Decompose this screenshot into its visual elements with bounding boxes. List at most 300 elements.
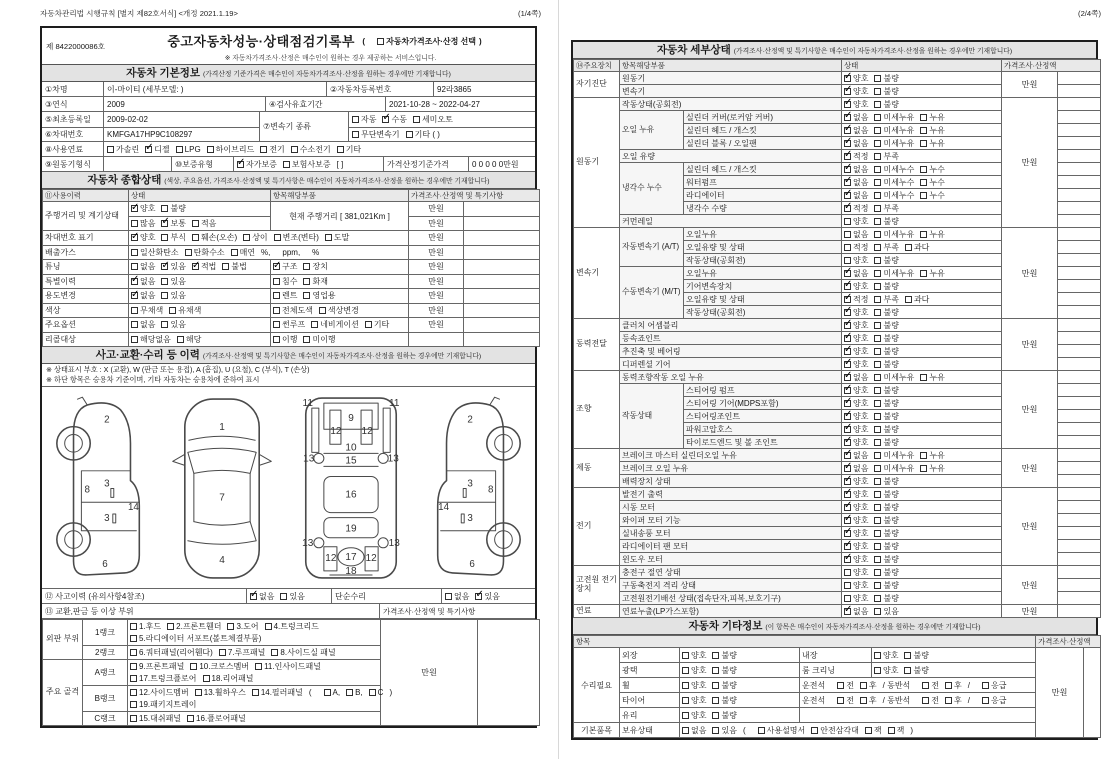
price-note-cell[interactable] [1058,475,1101,488]
checkbox-checked-icon[interactable] [237,161,244,168]
option-후[interactable] [860,695,877,706]
state-cell[interactable] [129,231,409,246]
option-불량[interactable] [874,255,898,266]
option-13.휠하우스[interactable] [195,687,246,698]
option-양호[interactable] [844,476,868,487]
checkbox-icon[interactable] [352,116,359,123]
option-자가보증[interactable] [237,159,277,170]
option-적음[interactable] [192,218,216,229]
checkbox-icon[interactable] [922,697,929,704]
part-cell[interactable] [271,274,409,289]
state-cell[interactable] [842,176,1002,189]
option-보험사보증[interactable] [283,159,331,170]
option-불량[interactable] [874,281,898,292]
checkbox-icon[interactable] [874,335,881,342]
checkbox-icon[interactable] [844,231,851,238]
transmission-row2[interactable] [349,128,535,142]
checkbox-icon[interactable] [231,249,238,256]
checkbox-icon[interactable] [161,205,168,212]
option-자동[interactable] [352,114,376,125]
option-불량[interactable] [874,567,898,578]
option-LPG[interactable] [176,145,201,154]
checkbox-icon[interactable] [922,682,929,689]
option-썬루프[interactable] [273,319,305,330]
price-note-cell[interactable] [1058,98,1101,111]
price-note-cell[interactable] [1058,449,1101,462]
option-없음[interactable] [844,450,868,461]
price-note-cell[interactable] [1058,293,1101,306]
checkbox-icon[interactable] [346,689,353,696]
checkbox-icon[interactable] [176,146,183,153]
option-누수[interactable] [920,164,944,175]
price-note-cell[interactable] [1084,648,1101,738]
price-note-cell[interactable] [1058,579,1101,592]
checkbox-icon[interactable] [874,361,881,368]
option-전체도색[interactable] [273,305,313,316]
checkbox-checked-icon[interactable] [844,387,851,394]
price-note-cell[interactable] [1058,241,1101,254]
price-note-cell[interactable] [1058,202,1101,215]
checkbox-icon[interactable] [303,292,310,299]
price-note-cell[interactable] [1058,137,1101,150]
option-네비게이션[interactable] [311,319,359,330]
option-없음[interactable] [844,463,868,474]
price-note-cell[interactable] [464,260,540,275]
option-15.대쉬패널[interactable] [130,713,181,724]
state-cell[interactable] [842,345,1002,358]
option-불량[interactable] [874,411,898,422]
state-cell[interactable] [129,245,409,260]
state-cell[interactable] [842,163,1002,176]
price-note-cell[interactable] [1058,488,1101,501]
state-cell[interactable] [842,254,1002,267]
price-note-cell[interactable] [464,216,540,231]
option-19.패키지트레이[interactable] [130,699,197,710]
checkbox-icon[interactable] [130,689,137,696]
state-cell[interactable] [842,215,1002,228]
option-일산화탄소[interactable] [131,247,179,258]
state-cell[interactable] [800,693,1036,708]
transmission-row1[interactable] [349,112,535,126]
checkbox-icon[interactable] [325,234,332,241]
state-cell[interactable] [842,150,1002,163]
checkbox-icon[interactable] [874,439,881,446]
state-cell[interactable] [842,358,1002,371]
option-부족[interactable] [874,203,898,214]
checkbox-icon[interactable] [273,292,280,299]
option-해당없음[interactable] [131,334,171,345]
checkbox-checked-icon[interactable] [844,413,851,420]
state-cell[interactable] [842,85,1002,98]
part-cell[interactable] [271,303,409,318]
option-없음[interactable] [844,125,868,136]
checkbox-icon[interactable] [982,682,989,689]
state-cell[interactable] [800,678,1036,693]
checkbox-icon[interactable] [161,234,168,241]
checkbox-icon[interactable] [844,218,851,225]
option-누유[interactable] [920,112,944,123]
state-cell[interactable] [842,475,1002,488]
price-note-cell[interactable] [1058,527,1101,540]
checkbox-icon[interactable] [219,649,226,656]
state-cell[interactable] [842,280,1002,293]
state-cell[interactable] [872,648,1036,663]
option-양호[interactable] [844,502,868,513]
option-불량[interactable] [874,99,898,110]
checkbox-icon[interactable] [255,663,262,670]
checkbox-checked-icon[interactable] [844,465,851,472]
checkbox-checked-icon[interactable] [844,504,851,511]
checkbox-icon[interactable] [365,321,372,328]
state-cell[interactable] [842,384,1002,397]
option-양호[interactable] [844,554,868,565]
state-cell[interactable] [842,137,1002,150]
state-cell[interactable] [842,579,1002,592]
option-누유[interactable] [920,372,944,383]
checkbox-icon[interactable] [874,569,881,576]
option-17.트렁크플로어[interactable] [130,673,197,684]
checkbox-icon[interactable] [192,234,199,241]
checkbox-checked-icon[interactable] [844,530,851,537]
option-많음[interactable] [131,218,155,229]
state-cell[interactable] [680,648,800,663]
option-잭[interactable] [888,725,905,736]
option-양호[interactable] [682,695,706,706]
state-cell[interactable] [842,410,1002,423]
option-양호[interactable] [844,567,868,578]
checkbox-icon[interactable] [874,114,881,121]
option-후[interactable] [860,680,877,691]
option-불량[interactable] [874,580,898,591]
checkbox-checked-icon[interactable] [844,517,851,524]
checkbox-icon[interactable] [130,675,137,682]
option-무채색[interactable] [131,305,163,316]
checkbox-icon[interactable] [130,701,137,708]
state-cell[interactable] [842,449,1002,462]
state-cell[interactable] [842,124,1002,137]
checkbox-icon[interactable] [712,727,719,734]
checkbox-icon[interactable] [945,682,952,689]
option-양호[interactable] [844,333,868,344]
price-note-cell[interactable] [1058,254,1101,267]
checkbox-checked-icon[interactable] [382,116,389,123]
checkbox-icon[interactable] [273,278,280,285]
checkbox-icon[interactable] [271,649,278,656]
option-양호[interactable] [844,359,868,370]
checkbox-icon[interactable] [406,131,413,138]
option-있음[interactable] [161,261,185,272]
option-양호[interactable] [844,541,868,552]
fuel-options[interactable] [104,142,535,156]
price-note-cell[interactable] [1058,358,1101,371]
price-note-cell[interactable] [1058,410,1101,423]
option-세미오토[interactable] [413,114,453,125]
checkbox-icon[interactable] [207,146,214,153]
option-전[interactable] [922,695,939,706]
option-미세누유[interactable] [874,112,914,123]
state-cell[interactable] [129,332,271,347]
option-미이행[interactable] [303,334,335,345]
option-미세누유[interactable] [874,463,914,474]
checkbox-icon[interactable] [130,623,137,630]
option-불량[interactable] [874,216,898,227]
option-영업용[interactable] [303,290,335,301]
checkbox-icon[interactable] [904,652,911,659]
checkbox-icon[interactable] [190,663,197,670]
checkbox-icon[interactable] [169,307,176,314]
state-cell[interactable] [129,274,271,289]
checkbox-icon[interactable] [874,517,881,524]
option-불량[interactable] [874,86,898,97]
checkbox-icon[interactable] [712,712,719,719]
checkbox-icon[interactable] [324,689,331,696]
state-cell[interactable] [842,397,1002,410]
option-양호[interactable] [844,255,868,266]
option-구조[interactable] [273,261,297,272]
checkbox-icon[interactable] [920,270,927,277]
option-부족[interactable] [874,151,898,162]
checkbox-icon[interactable] [273,336,280,343]
checkbox-checked-icon[interactable] [844,283,851,290]
option-전[interactable] [922,680,939,691]
checkbox-checked-icon[interactable] [844,374,851,381]
option-양호[interactable] [682,710,706,721]
option-수동[interactable] [382,114,406,125]
checkbox-icon[interactable] [712,682,719,689]
checkbox-checked-icon[interactable] [844,361,851,368]
option-있음[interactable] [475,591,499,602]
price-note-cell[interactable] [1058,163,1101,176]
price-note-cell[interactable] [1058,319,1101,332]
option-있음[interactable] [161,290,185,301]
checkbox-icon[interactable] [682,712,689,719]
checkbox-checked-icon[interactable] [844,335,851,342]
state-cell[interactable] [680,693,800,708]
checkbox-checked-icon[interactable] [844,296,851,303]
checkbox-icon[interactable] [874,491,881,498]
checkbox-icon[interactable] [874,543,881,550]
option-불량[interactable] [874,73,898,84]
price-note-cell[interactable] [464,332,540,347]
state-cell[interactable] [842,553,1002,566]
option-누유[interactable] [920,229,944,240]
checkbox-icon[interactable] [920,192,927,199]
option-침수[interactable] [273,276,297,287]
checkbox-icon[interactable] [131,249,138,256]
option-불법[interactable] [222,261,246,272]
checkbox-icon[interactable] [874,348,881,355]
checkbox-icon[interactable] [874,283,881,290]
checkbox-checked-icon[interactable] [844,322,851,329]
checkbox-checked-icon[interactable] [131,278,138,285]
option-양호[interactable] [131,232,155,243]
checkbox-icon[interactable] [291,146,298,153]
state-cell[interactable] [129,202,271,217]
option-적정[interactable] [844,203,868,214]
state-cell[interactable] [680,708,800,723]
state-cell[interactable] [842,202,1002,215]
option-불량[interactable] [712,710,736,721]
price-note-cell[interactable] [464,318,540,333]
option-해당[interactable] [177,334,201,345]
price-note-cell[interactable] [1058,514,1101,527]
option-양호[interactable] [682,680,706,691]
part-cell[interactable] [271,318,409,333]
checkbox-icon[interactable] [185,249,192,256]
checkbox-icon[interactable] [311,321,318,328]
option-누유[interactable] [920,450,944,461]
checkbox-icon[interactable] [874,426,881,433]
option-불량[interactable] [161,203,185,214]
checkbox-icon[interactable] [303,263,310,270]
option-있음[interactable] [712,725,736,736]
checkbox-checked-icon[interactable] [844,348,851,355]
checkbox-icon[interactable] [874,231,881,238]
checkbox-icon[interactable] [860,682,867,689]
option-6.쿼터패널(리어휀다)[interactable] [130,647,213,658]
option-있음[interactable] [161,319,185,330]
option-변조(변타)[interactable] [274,232,319,243]
option-없음[interactable] [844,164,868,175]
option-없음[interactable] [844,606,868,617]
state-cell[interactable] [842,423,1002,436]
option-하이브리드[interactable] [207,144,255,155]
price-note-cell[interactable] [1058,176,1101,189]
option-미세누유[interactable] [874,268,914,279]
checkbox-icon[interactable] [682,667,689,674]
state-cell[interactable] [842,293,1002,306]
option-양호[interactable] [844,580,868,591]
state-cell[interactable] [842,527,1002,540]
state-cell[interactable] [842,111,1002,124]
checkbox-icon[interactable] [874,667,881,674]
option-불량[interactable] [904,665,928,676]
checkbox-icon[interactable] [844,582,851,589]
checkbox-checked-icon[interactable] [131,292,138,299]
price-note-cell[interactable] [1058,111,1101,124]
checkbox-icon[interactable] [905,244,912,251]
option-전[interactable] [837,695,854,706]
checkbox-icon[interactable] [945,697,952,704]
rank-items-cell[interactable] [128,712,381,726]
price-note-cell[interactable] [1058,553,1101,566]
option-미세누유[interactable] [874,372,914,383]
checkbox-icon[interactable] [888,727,895,734]
state-cell[interactable] [129,260,271,275]
option-11.인사이드패널[interactable] [255,661,321,672]
checkbox-icon[interactable] [131,307,138,314]
state-cell[interactable] [680,678,800,693]
option-없음[interactable] [682,725,706,736]
option-3.도어[interactable] [227,621,258,632]
checkbox-icon[interactable] [303,278,310,285]
checkbox-checked-icon[interactable] [844,608,851,615]
option-C[interactable] [369,688,384,697]
option-없음[interactable] [844,138,868,149]
state-cell[interactable] [842,488,1002,501]
checkbox-icon[interactable] [445,593,452,600]
option-누수[interactable] [920,177,944,188]
option-누유[interactable] [920,463,944,474]
option-과다[interactable] [905,242,929,253]
option-응급[interactable] [982,695,1006,706]
checkbox-icon[interactable] [874,179,881,186]
checkbox-icon[interactable] [874,413,881,420]
option-보통[interactable] [161,218,185,229]
checkbox-icon[interactable] [874,452,881,459]
rank-items-cell[interactable] [128,686,393,712]
checkbox-icon[interactable] [874,257,881,264]
option-기타 ( )[interactable] [406,129,440,140]
option-도말[interactable] [325,232,349,243]
checkbox-checked-icon[interactable] [844,75,851,82]
checkbox-icon[interactable] [130,635,137,642]
checkbox-icon[interactable] [865,727,872,734]
checkbox-icon[interactable] [682,652,689,659]
checkbox-icon[interactable] [874,127,881,134]
option-A,[interactable] [324,688,341,697]
option-없음[interactable] [844,190,868,201]
option-장치[interactable] [303,261,327,272]
state-cell[interactable] [842,462,1002,475]
option-전[interactable] [837,680,854,691]
option-없음[interactable] [445,591,469,602]
checkbox-icon[interactable] [303,336,310,343]
checkbox-icon[interactable] [252,689,259,696]
option-18.리어패널[interactable] [203,673,254,684]
checkbox-icon[interactable] [860,697,867,704]
checkbox-icon[interactable] [874,322,881,329]
checkbox-icon[interactable] [874,88,881,95]
checkbox-checked-icon[interactable] [844,309,851,316]
price-note-cell[interactable] [464,245,540,260]
state-cell[interactable] [872,663,1036,678]
checkbox-icon[interactable] [319,307,326,314]
checkbox-icon[interactable] [273,321,280,328]
option-없음[interactable] [844,112,868,123]
checkbox-icon[interactable] [920,166,927,173]
checkbox-icon[interactable] [161,278,168,285]
checkbox-icon[interactable] [874,504,881,511]
option-불량[interactable] [874,307,898,318]
checkbox-icon[interactable] [905,296,912,303]
checkbox-checked-icon[interactable] [844,491,851,498]
state-cell[interactable] [842,605,1002,618]
price-note-cell[interactable] [464,274,540,289]
accident-history-options[interactable] [247,589,332,603]
checkbox-icon[interactable] [131,220,138,227]
option-누유[interactable] [920,268,944,279]
state-cell[interactable] [842,98,1002,111]
option-2.프론트휀더[interactable] [167,621,221,632]
option-12.사이드멤버[interactable] [130,687,189,698]
checkbox-icon[interactable] [874,595,881,602]
checkbox-icon[interactable] [920,465,927,472]
option-양호[interactable] [844,86,868,97]
option-미세누유[interactable] [874,125,914,136]
checkbox-icon[interactable] [874,465,881,472]
checkbox-icon[interactable] [920,114,927,121]
checkbox-icon[interactable] [203,675,210,682]
checkbox-icon[interactable] [107,146,114,153]
option-양호[interactable] [844,320,868,331]
option-색상변경[interactable] [319,305,359,316]
price-note-cell[interactable] [1058,306,1101,319]
state-cell[interactable] [842,592,1002,605]
checkbox-icon[interactable] [195,689,202,696]
option-누수[interactable] [920,190,944,201]
price-note-cell[interactable] [1058,280,1101,293]
